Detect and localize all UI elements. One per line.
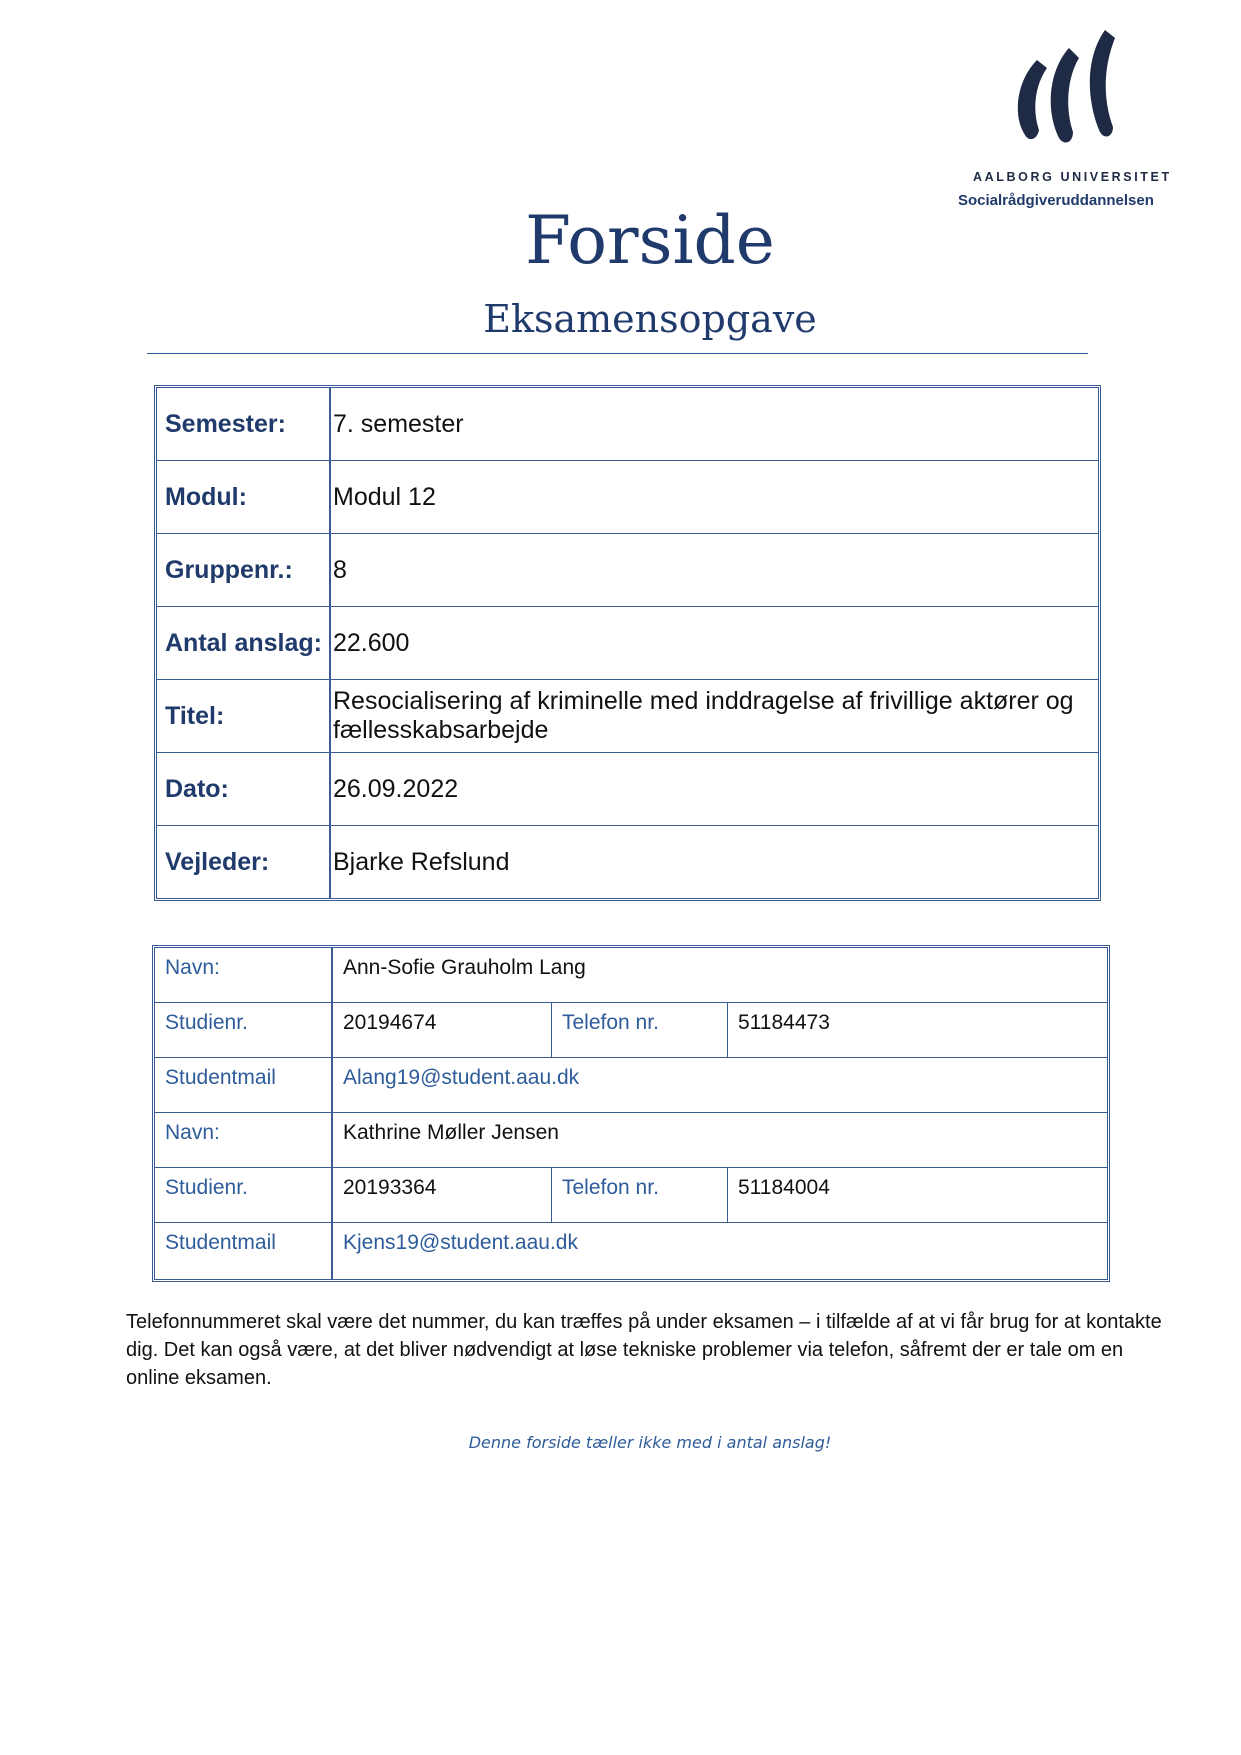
- info-row-semester: [157, 388, 1098, 460]
- phone-label: Telefon nr.: [552, 1003, 728, 1057]
- name-label: Navn:: [155, 1113, 333, 1167]
- student-mail-link[interactable]: Kjens19@student.aau.dk: [343, 1231, 578, 1254]
- student-phone: 51184473: [738, 1011, 830, 1034]
- info-row-modul: [157, 460, 1098, 533]
- info-label: Vejleder:: [157, 826, 331, 898]
- info-row-gruppenr: [157, 533, 1098, 606]
- info-value: 26.09.2022: [333, 774, 459, 803]
- student-number: 20193364: [333, 1168, 552, 1222]
- student-name: Ann-Sofie Grauholm Lang: [343, 956, 586, 979]
- info-value: Modul 12: [333, 482, 436, 511]
- info-row-dato: [157, 752, 1098, 825]
- info-row-antal-anslag: [157, 606, 1098, 679]
- info-row-vejleder: [157, 825, 1098, 898]
- info-value: 8: [333, 555, 347, 584]
- student-id-row: [155, 1002, 1107, 1057]
- student-phone: 51184004: [738, 1176, 830, 1199]
- aau-logo-icon: [1007, 30, 1127, 160]
- info-label: Modul:: [157, 461, 331, 533]
- title-divider: [147, 353, 1088, 354]
- page-title: Forside: [525, 202, 775, 279]
- info-value: Resocialisering af kriminelle med inddragelse af frivillige aktører og fællesskabsarbejde: [333, 687, 1074, 744]
- mail-label: Studentmail: [155, 1058, 333, 1112]
- student-mail-row: [155, 1222, 1107, 1279]
- department-name: Socialrådgiveruddannelsen: [958, 192, 1154, 209]
- studienr-label: Studienr.: [155, 1003, 333, 1057]
- student-table: [152, 945, 1110, 1282]
- info-value: Bjarke Refslund: [333, 847, 510, 876]
- info-label: Semester:: [157, 388, 331, 460]
- university-name: AALBORG UNIVERSITET: [973, 170, 1172, 184]
- phone-label: Telefon nr.: [552, 1168, 728, 1222]
- student-mail-link[interactable]: Alang19@student.aau.dk: [343, 1066, 580, 1089]
- student-number: 20194674: [333, 1003, 552, 1057]
- phone-note: Telefonnummeret skal være det nummer, du kan træffes på under eksamen – i tilfælde af at vi får brug for at kontakte dig. Det kan også være, at det bliver nødvendigt at løse tekniske problemer via telefon, såfremt der er tale om en online eksamen.: [126, 1311, 1162, 1389]
- page-subtitle: Eksamensopgave: [483, 297, 817, 341]
- university-logo: [955, 30, 1185, 215]
- info-label: Antal anslag:: [157, 607, 331, 679]
- info-label: Titel:: [157, 680, 331, 752]
- mail-label: Studentmail: [155, 1223, 333, 1279]
- info-row-titel: [157, 679, 1098, 752]
- student-name: Kathrine Møller Jensen: [343, 1121, 559, 1144]
- exam-info-table: [154, 385, 1101, 901]
- studienr-label: Studienr.: [155, 1168, 333, 1222]
- student-name-row: [155, 1112, 1107, 1167]
- info-value: 22.600: [333, 628, 410, 657]
- info-label: Dato:: [157, 753, 331, 825]
- student-name-row: [155, 948, 1107, 1002]
- footnote: Denne forside tæller ikke med i antal anslag!: [468, 1433, 832, 1452]
- info-value: 7. semester: [333, 409, 464, 438]
- name-label: Navn:: [155, 948, 333, 1002]
- student-mail-row: [155, 1057, 1107, 1112]
- student-id-row: [155, 1167, 1107, 1222]
- info-label: Gruppenr.:: [157, 534, 331, 606]
